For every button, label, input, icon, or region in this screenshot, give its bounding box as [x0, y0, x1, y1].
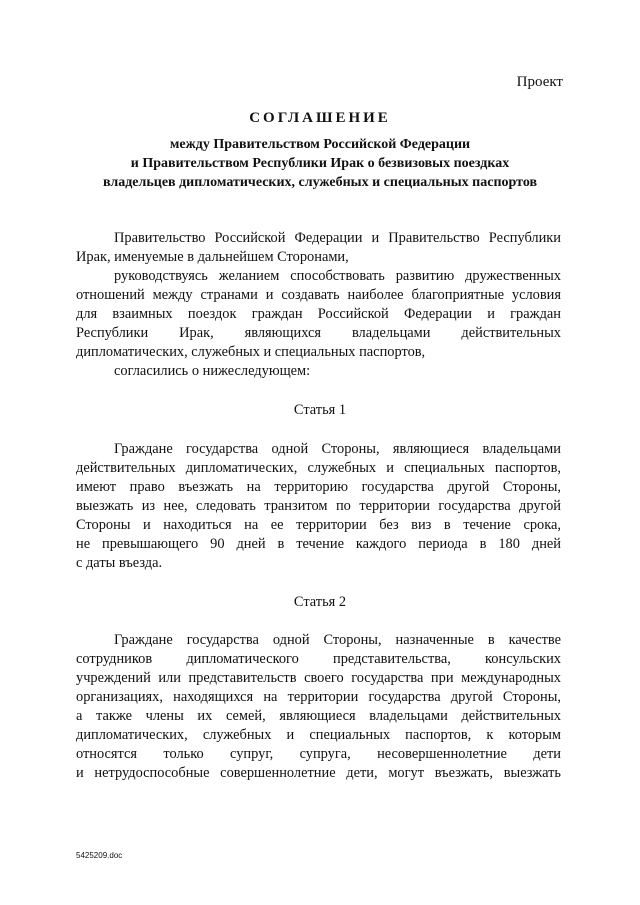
subtitle-line: и Правительством Республики Ирак о безвизовых поездках	[130, 156, 510, 171]
preamble	[76, 229, 561, 381]
article-2-line: а также члены их семей, являющиеся владельцами действительных	[76, 708, 561, 724]
preamble-line: Ирак, именуемые в дальнейшем Сторонами,	[76, 249, 349, 265]
article-2-heading: Статья 2	[293, 594, 347, 610]
article-2-line: и нетрудоспособные совершеннолетние дети, могут въезжать, выезжать	[76, 765, 561, 781]
subtitle-line: владельцев дипломатических, служебных и специальных паспортов	[102, 175, 538, 190]
article-2-body	[76, 631, 561, 783]
footer-filename: 5425209.doc	[76, 851, 123, 860]
document-title: СОГЛАШЕНИЕ	[249, 110, 391, 126]
preamble-line: Республики Ирак, являющихся владельцами действительных	[76, 325, 561, 341]
article-1-line: имеют право въезжать на территорию государства другой Стороны,	[76, 479, 561, 495]
article-2-line: относятся только супруг, супруга, несовершеннолетние дети	[76, 746, 561, 762]
article-2-line: сотрудников дипломатического представительства, консульских	[76, 651, 561, 667]
article-1-heading: Статья 1	[293, 402, 347, 418]
subtitle-line: между Правительством Российской Федерации	[169, 137, 471, 152]
article-1-line: не превышающего 90 дней в течение каждого периода в 180 дней	[76, 536, 561, 552]
article-1-line: выезжать из нее, следовать транзитом по территории государства другой	[76, 498, 561, 514]
article-1-body	[76, 440, 561, 573]
draft-label: Проект	[516, 74, 563, 90]
preamble-line: Правительство Российской Федерации и Правительство Республики	[114, 230, 561, 246]
preamble-line: отношений между странами и создавать наиболее благоприятные условия	[76, 287, 561, 303]
preamble-line: руководствуясь желанием способствовать развитию дружественных	[114, 268, 561, 284]
preamble-line: дипломатических, служебных и специальных паспортов,	[76, 344, 426, 360]
preamble-line: для взаимных поездок граждан Российской Федерации и граждан	[76, 306, 561, 322]
preamble-line: согласились о нижеследующем:	[114, 363, 311, 379]
article-2-line: Граждане государства одной Стороны, назначенные в качестве	[114, 632, 561, 648]
document-subtitle	[0, 135, 640, 192]
article-1-line: Граждане государства одной Стороны, являющиеся владельцами	[114, 441, 561, 457]
article-2-line: дипломатических, служебных и специальных паспортов, к которым	[76, 727, 561, 743]
article-1-line: Стороны и находиться на ее территории без виз в течение срока,	[76, 517, 561, 533]
article-2-line: организациях, находящихся на территории государства другой Стороны,	[76, 689, 561, 705]
article-1-line: с даты въезда.	[76, 555, 163, 571]
article-1-line: действительных дипломатических, служебных и специальных паспортов,	[76, 460, 561, 476]
article-2-line: учреждений или представительств своего государства при международных	[76, 670, 561, 686]
